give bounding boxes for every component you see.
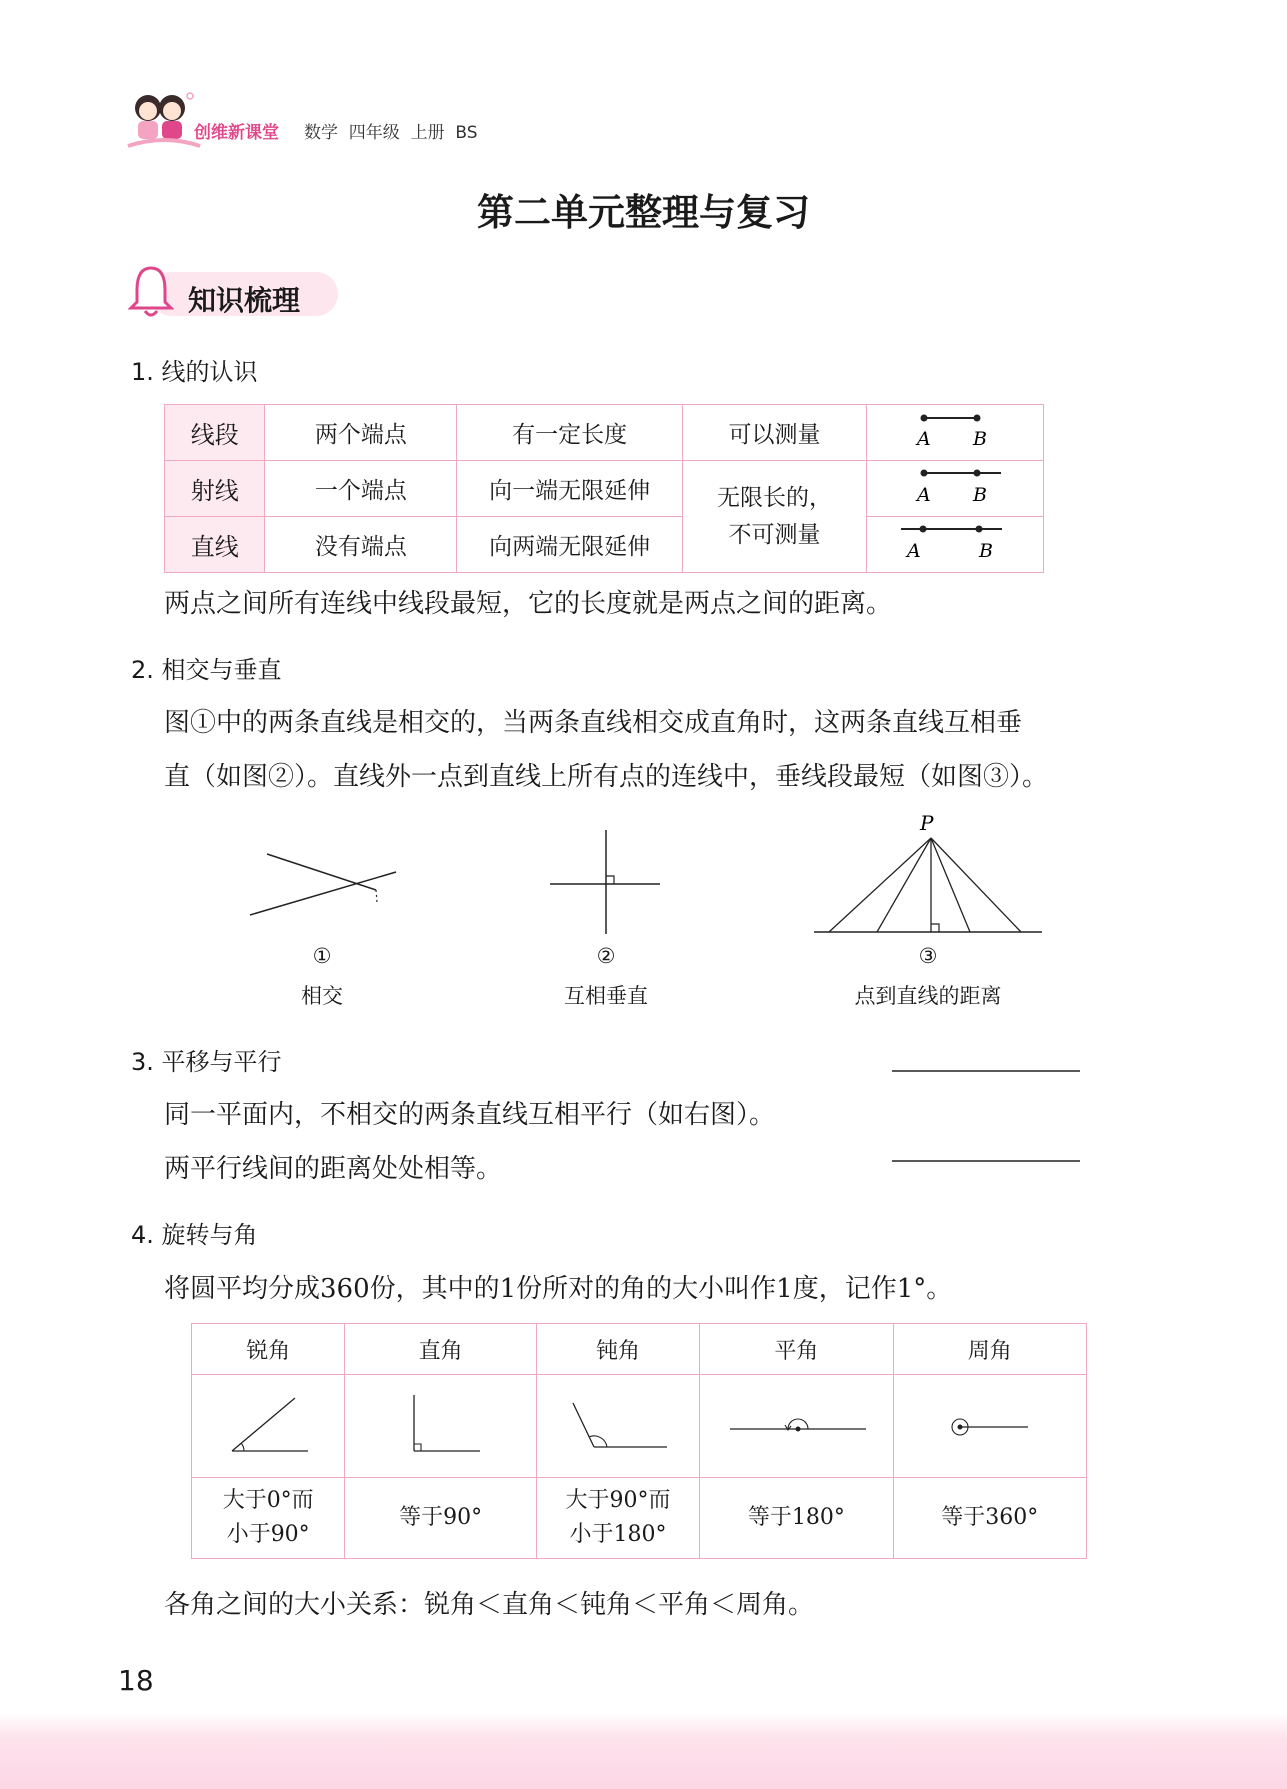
line-diagram [866, 517, 1043, 573]
full-desc: 等于360° [893, 1478, 1086, 1559]
parallel-lines-figure [890, 1068, 1082, 1164]
full-angle-diagram [893, 1375, 1086, 1478]
point-a-label: A [906, 540, 921, 562]
figure-1-caption: 相交 [301, 984, 343, 1008]
table-row [165, 461, 1044, 517]
angles-table [191, 1323, 1087, 1559]
row-name: 直线 [165, 517, 265, 573]
point-b-label: B [978, 540, 993, 562]
straight-desc: 等于180° [700, 1478, 893, 1559]
endpoints-cell: 没有端点 [265, 517, 457, 573]
length-cell: 向一端无限延伸 [457, 461, 683, 517]
endpoints-cell: 一个端点 [265, 461, 457, 517]
col-full: 周角 [893, 1324, 1086, 1375]
ray-diagram [866, 461, 1043, 517]
measure-merged-line1: 无限长的， [716, 484, 832, 511]
point-p-label: P [920, 812, 934, 835]
page-number: 18 [118, 1664, 154, 1697]
figure-3-caption: 点到直线的距离 [854, 984, 1002, 1008]
acute-angle-diagram [192, 1375, 345, 1478]
measure-cell: 可以测量 [682, 405, 866, 461]
table-row [165, 517, 1044, 573]
row-name: 射线 [165, 461, 265, 517]
section-heading-angles: 4. 旋转与角 [131, 1221, 258, 1249]
footer-band [0, 1712, 1287, 1789]
length-cell: 有一定长度 [457, 405, 683, 461]
figure-1-number: ① [312, 944, 332, 968]
angle-relation: 各角之间的大小关系：锐角＜直角＜钝角＜平角＜周角。 [164, 1590, 815, 1620]
figure-2-number: ② [596, 944, 616, 968]
bell-icon [128, 264, 174, 320]
perpendicular-para-line2: 直（如图②）。直线外一点到直线上所有点的连线中，垂线段最短（如图③）。 [164, 762, 1049, 792]
figure-2-caption: 互相垂直 [564, 984, 648, 1008]
figure-3-number: ③ [918, 944, 938, 968]
parallel-line1: 同一平面内，不相交的两条直线互相平行（如右图）。 [164, 1100, 776, 1130]
segment-note: 两点之间所有连线中线段最短，它的长度就是两点之间的距离。 [164, 589, 893, 619]
point-a-label: A [916, 428, 931, 450]
parallel-line2: 两平行线间的距离处处相等。 [164, 1154, 503, 1184]
col-right: 直角 [345, 1324, 536, 1375]
page-title: 第二单元整理与复习 [477, 191, 810, 234]
point-b-label: B [972, 484, 987, 506]
straight-angle-diagram [700, 1375, 893, 1478]
degree-intro: 将圆平均分成360份，其中的1份所对的角的大小叫作1度，记作1°。 [164, 1274, 953, 1304]
point-to-line-distance-figure [812, 812, 1044, 936]
measure-merged-line2: 不可测量 [728, 521, 821, 548]
section-heading-parallel: 3. 平移与平行 [131, 1048, 282, 1076]
kids-logo-icon [124, 88, 204, 154]
intersecting-lines-figure [240, 840, 410, 920]
length-cell: 向两端无限延伸 [457, 517, 683, 573]
col-obtuse: 钝角 [536, 1324, 699, 1375]
perpendicular-lines-figure [548, 828, 664, 936]
section-heading-lines: 1. 线的认识 [131, 358, 258, 386]
table-row [192, 1478, 1087, 1559]
endpoints-cell: 两个端点 [265, 405, 457, 461]
col-straight: 平角 [700, 1324, 893, 1375]
measure-merged-cell [682, 461, 866, 573]
section-heading-perpendicular: 2. 相交与垂直 [131, 656, 282, 684]
obtuse-angle-diagram [536, 1375, 699, 1478]
right-desc: 等于90° [345, 1478, 536, 1559]
point-a-label: A [916, 484, 931, 506]
perpendicular-para-line1: 图①中的两条直线是相交的，当两条直线相交成直角时，这两条直线互相垂 [164, 708, 1023, 738]
brand-name: 创维新课堂 [194, 123, 279, 143]
lines-table [164, 404, 1044, 573]
segment-diagram [866, 405, 1043, 461]
right-angle-diagram [345, 1375, 536, 1478]
obtuse-desc: 大于90°而 小于180° [536, 1478, 699, 1559]
table-row [192, 1375, 1087, 1478]
book-subtitle: 数学 四年级 上册 BS [304, 123, 478, 143]
row-name: 线段 [165, 405, 265, 461]
acute-desc: 大于0°而 小于90° [192, 1478, 345, 1559]
table-row [165, 405, 1044, 461]
point-b-label: B [972, 428, 987, 450]
table-row [192, 1324, 1087, 1375]
badge-label: 知识梳理 [188, 284, 301, 317]
col-acute: 锐角 [192, 1324, 345, 1375]
